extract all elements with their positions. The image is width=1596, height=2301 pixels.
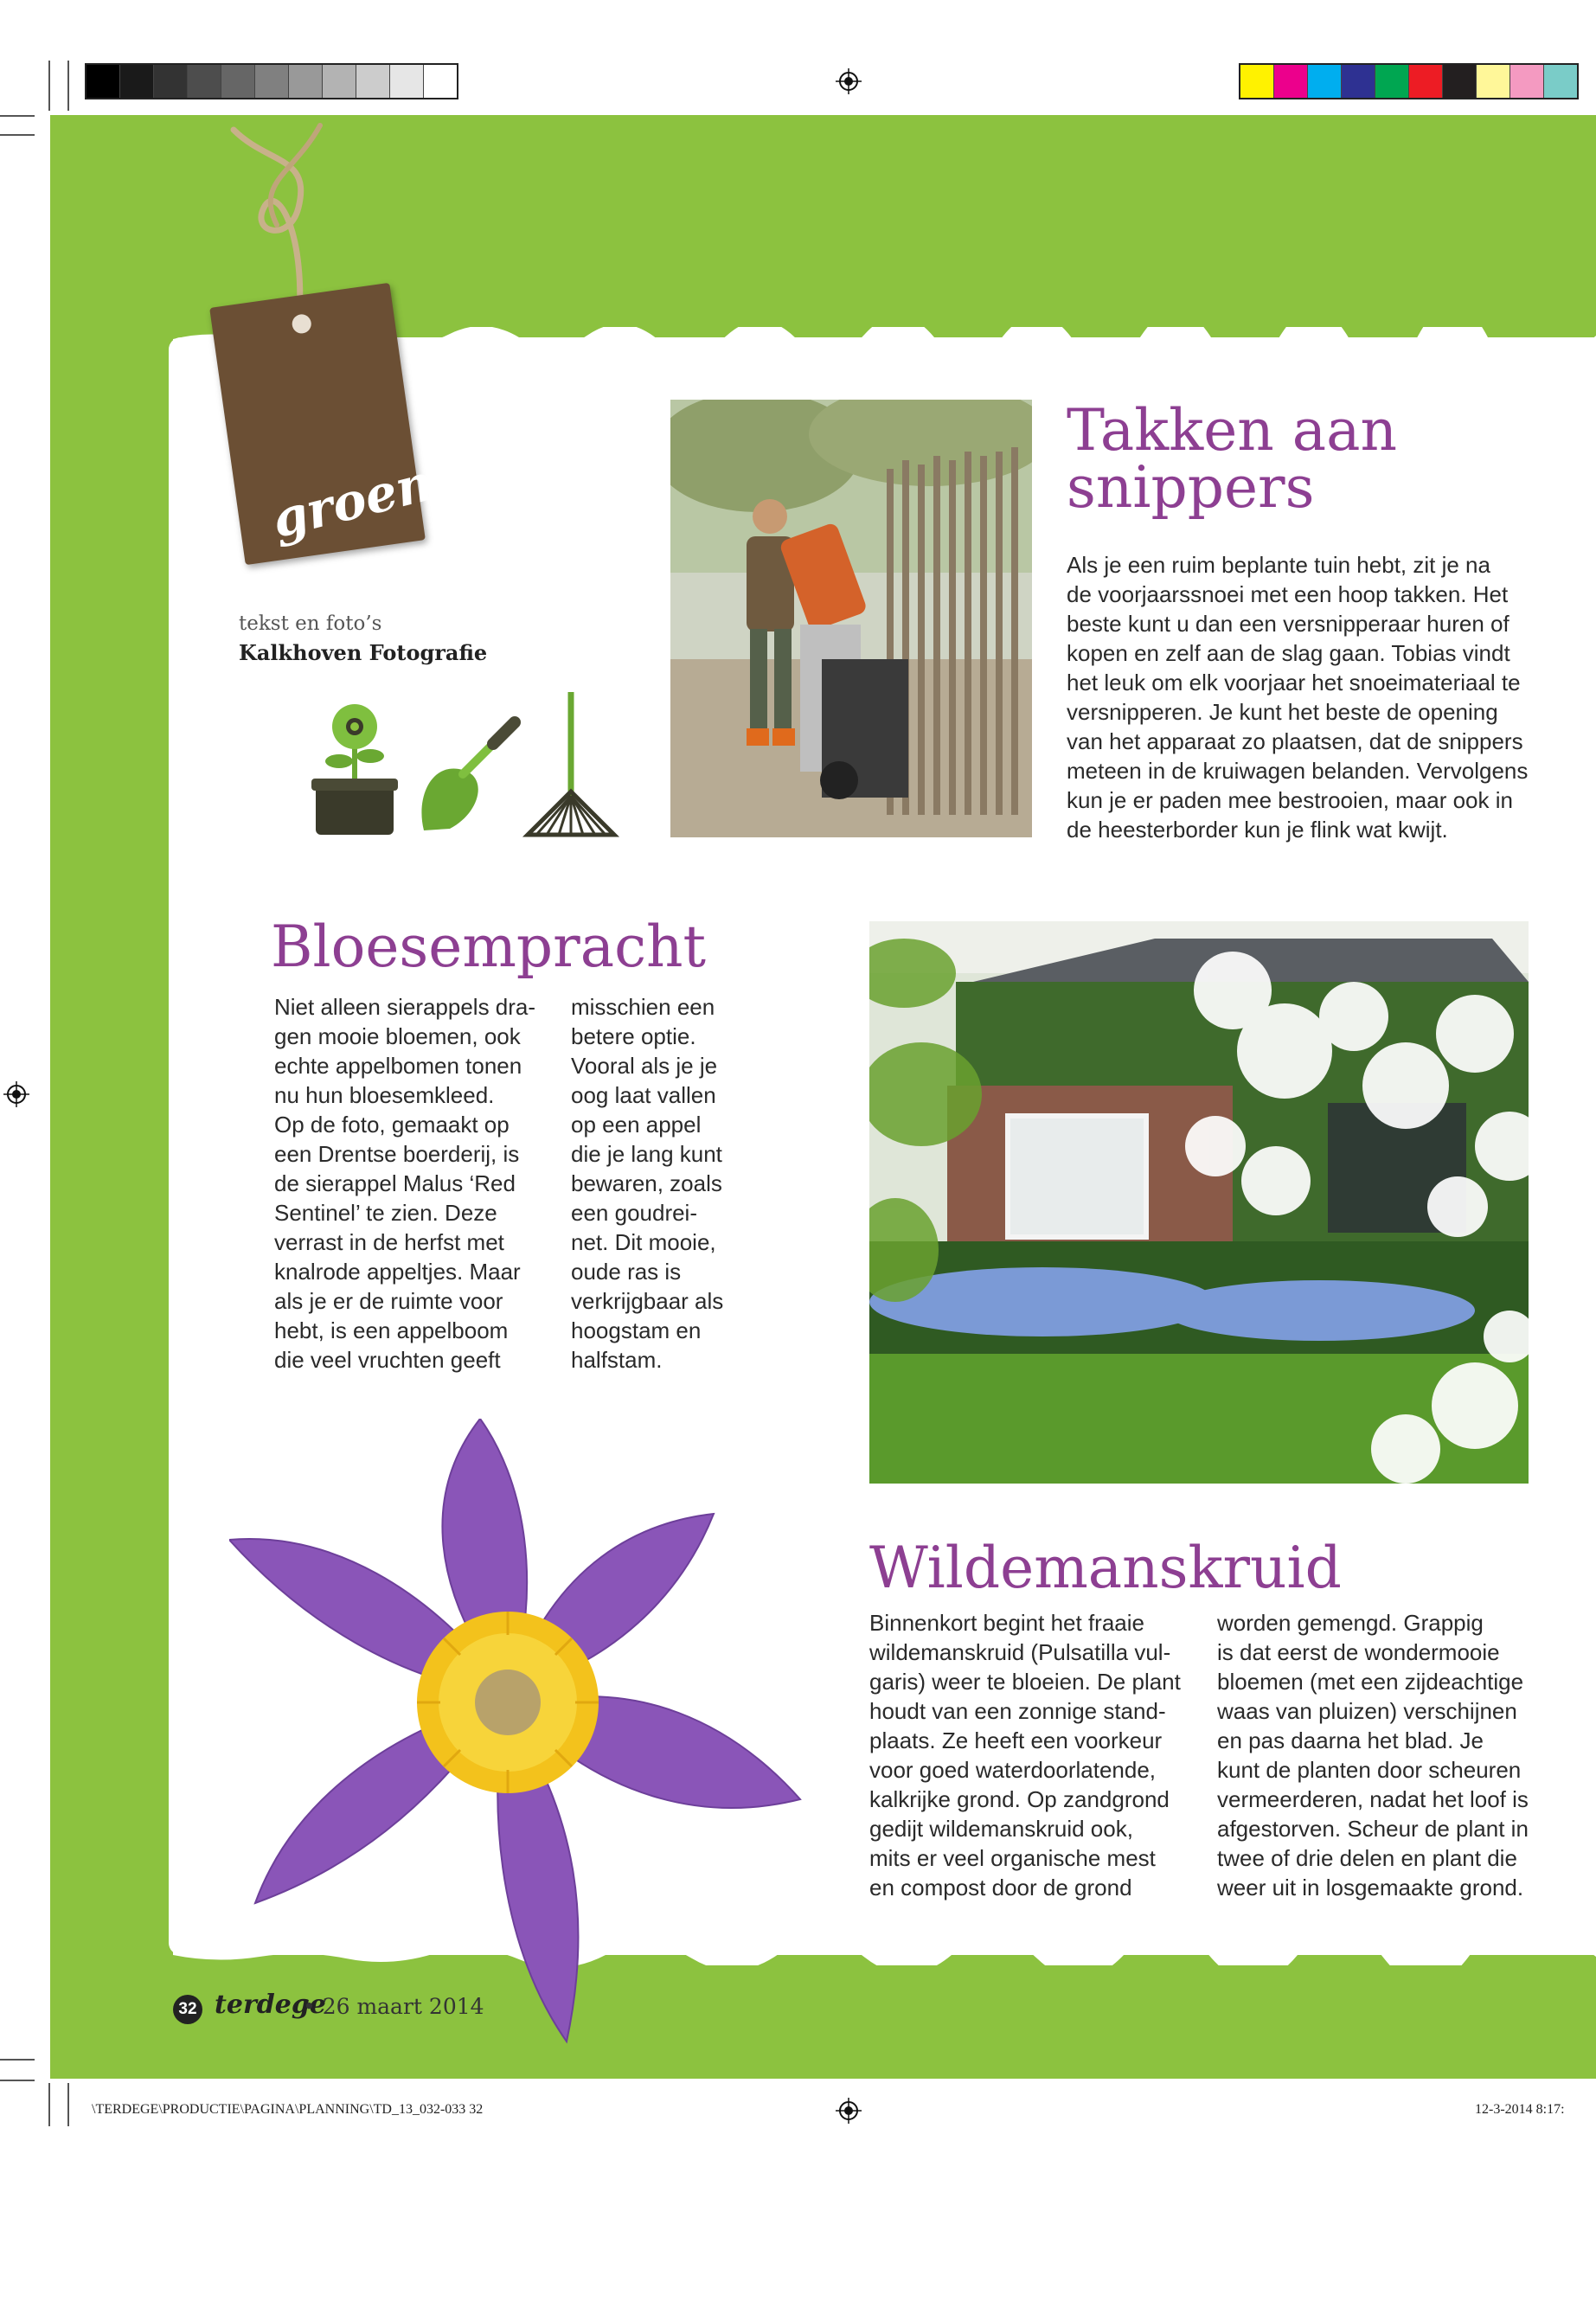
text-line: die je lang kunt [571, 1141, 722, 1167]
registration-mark-icon [836, 2098, 862, 2124]
registration-mark-icon [3, 1081, 29, 1107]
print-timestamp: 12-3-2014 8:17: [1475, 2102, 1565, 2117]
text-line: als je er de ruimte voor [274, 1288, 503, 1314]
article-column [274, 992, 535, 1375]
text-line: van het apparaat zo plaatsen, dat de snippers [1067, 728, 1523, 754]
text-line: Op de foto, gemaakt op [274, 1112, 510, 1138]
text-line: en pas daarna het blad. Je [1217, 1727, 1484, 1753]
text-line: Binnenkort begint het fraaie [869, 1610, 1144, 1636]
crop-mark [67, 2083, 69, 2126]
crop-mark [48, 61, 50, 111]
registration-mark-icon [836, 68, 862, 94]
text-line: beste kunt u dan een versnipperaar huren of [1067, 611, 1509, 637]
label-tag [209, 283, 439, 565]
article-column [571, 992, 723, 1375]
title-line: snippers [1067, 454, 1315, 521]
credit-name: Kalkhoven Fotografie [239, 640, 488, 665]
text-line: een goudrei- [571, 1200, 697, 1226]
text-line: die veel vruchten geeft [274, 1347, 501, 1373]
tag-hole [291, 313, 312, 335]
text-line: hebt, is een appelboom [274, 1317, 509, 1343]
text-line: oog laat vallen [571, 1082, 716, 1108]
crop-mark [0, 115, 35, 117]
pasque-flower-illustration [229, 1419, 809, 2050]
text-line: houdt van een zonnige stand- [869, 1698, 1166, 1724]
text-line: kunt de planten door scheuren [1217, 1757, 1522, 1783]
title-line: Takken aan [1067, 397, 1397, 464]
text-line: kopen en zelf aan de slag gaan. Tobias vindt [1067, 640, 1510, 666]
text-line: waas van pluizen) verschijnen [1217, 1698, 1517, 1724]
article-title: Bloesempracht [271, 913, 707, 980]
text-line: een Drentse boerderij, is [274, 1141, 520, 1167]
crop-mark [0, 2080, 35, 2081]
text-line: het leuk om elk voorjaar het snoeimateriaal te [1067, 670, 1521, 695]
credit-label: tekst en foto’s [239, 612, 382, 635]
text-line: en compost door de grond [869, 1875, 1132, 1900]
garden-tools-illustration [311, 692, 623, 839]
text-line: de voorjaarssnoei met een hoop takken. Het [1067, 581, 1509, 607]
text-line: twee of drie delen en plant die [1217, 1845, 1517, 1871]
text-line: afgestorven. Scheur de plant in [1217, 1816, 1529, 1842]
text-line: voor goed waterdoorlatende, [869, 1757, 1157, 1783]
text-line: halfstam. [571, 1347, 663, 1373]
article-body [1067, 550, 1528, 844]
text-line: op een appel [571, 1112, 702, 1138]
text-line: gen mooie bloemen, ook [274, 1023, 521, 1049]
article-column [1217, 1608, 1529, 1902]
text-line: vermeerderen, nadat het loof is [1217, 1786, 1529, 1812]
section-label: groen [266, 452, 439, 550]
grey-scale-bar [85, 63, 458, 99]
rake-icon [528, 692, 614, 835]
text-line: nu hun bloesemkleed. [274, 1082, 495, 1108]
trowel-icon [421, 722, 515, 830]
photo-shredder [670, 400, 1032, 837]
crop-mark [0, 134, 35, 136]
text-line: meteen in de kruiwagen belanden. Vervolgens [1067, 758, 1529, 784]
color-control-bar [1239, 63, 1579, 99]
crop-mark [67, 61, 69, 111]
issue-date: • 26 maart 2014 [303, 1994, 484, 2019]
text-line: wildemanskruid (Pulsatilla vul- [869, 1639, 1171, 1665]
text-line: echte appelbomen tonen [274, 1053, 522, 1079]
magazine-logo: terdege [215, 1990, 326, 2020]
text-line: is dat eerst de wondermooie [1217, 1639, 1500, 1665]
text-line: de sierappel Malus ‘Red [274, 1170, 516, 1196]
text-line: de heesterborder kun je flink wat kwijt. [1067, 817, 1448, 843]
flower-pot-icon [311, 704, 398, 835]
text-line: versnipperen. Je kunt het beste de opening [1067, 699, 1498, 725]
text-line: hoogstam en [571, 1317, 702, 1343]
text-line: verkrijgbaar als [571, 1288, 724, 1314]
page-number: 32 [173, 1995, 202, 2024]
text-line: knalrode appeltjes. Maar [274, 1259, 521, 1285]
text-line: Niet alleen sierappels dra- [274, 994, 536, 1020]
text-line: verrast in de herfst met [274, 1229, 504, 1255]
article-title [1067, 397, 1397, 521]
article-title: Wildemanskruid [869, 1535, 1342, 1601]
text-line: oude ras is [571, 1259, 682, 1285]
file-path-slug: \TERDEGE\PRODUCTIE\PAGINA\PLANNING\TD_13_032-033 32 [92, 2102, 484, 2117]
text-line: kun je er paden mee bestrooien, maar ook in [1067, 787, 1513, 813]
text-line: betere optie. [571, 1023, 696, 1049]
crop-mark [0, 2059, 35, 2061]
text-line: net. Dit mooie, [571, 1229, 716, 1255]
text-line: kalkrijke grond. Op zandgrond [869, 1786, 1170, 1812]
text-line: Vooral als je je [571, 1053, 718, 1079]
text-line: mits er veel organische mest [869, 1845, 1156, 1871]
text-line: gedijt wildemanskruid ook, [869, 1816, 1133, 1842]
photo-blossom-house [869, 921, 1529, 1484]
text-line: bewaren, zoals [571, 1170, 722, 1196]
crop-mark [48, 2083, 50, 2126]
text-line: bloemen (met een zijdeachtige [1217, 1669, 1524, 1695]
text-line: misschien een [571, 994, 715, 1020]
text-line: garis) weer te bloeien. De plant [869, 1669, 1181, 1695]
text-line: worden gemengd. Grappig [1217, 1610, 1484, 1636]
text-line: weer uit in losgemaakte grond. [1217, 1875, 1524, 1900]
article-column [869, 1608, 1181, 1902]
text-line: plaats. Ze heeft een voorkeur [869, 1727, 1163, 1753]
text-line: Als je een ruim beplante tuin hebt, zit je na [1067, 552, 1490, 578]
text-line: Sentinel’ te zien. Deze [274, 1200, 497, 1226]
